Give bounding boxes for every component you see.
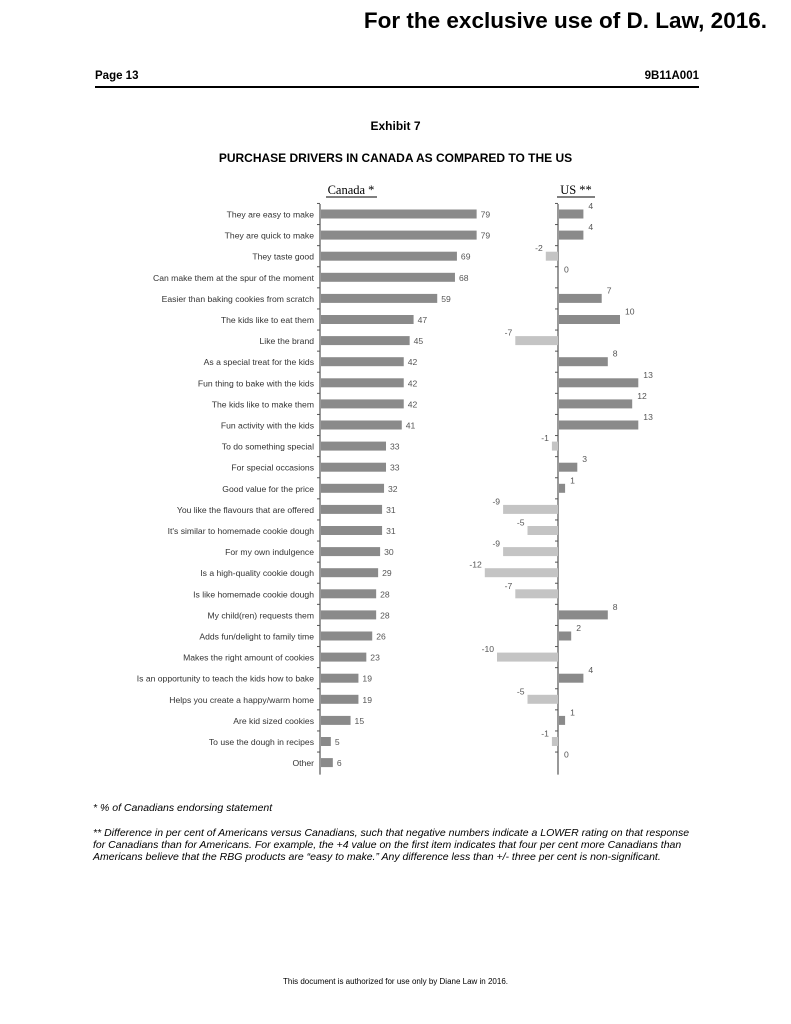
us-bar	[559, 632, 571, 641]
canada-value-label: 31	[386, 504, 396, 515]
canada-bar	[321, 758, 333, 767]
canada-value-label: 59	[441, 293, 451, 304]
canada-bar	[321, 526, 382, 535]
canada-bar	[321, 357, 404, 366]
category-label: To do something special	[221, 441, 314, 452]
category-label: Can make them at the spur of the moment	[153, 272, 314, 283]
category-label: They taste good	[252, 251, 314, 262]
category-label: Are kid sized cookies	[233, 715, 314, 726]
category-label: For my own indulgence	[225, 547, 314, 558]
us-value-label: -1	[541, 728, 549, 739]
category-label: Easier than baking cookies from scratch	[161, 293, 314, 304]
us-bar	[528, 526, 559, 535]
canada-bar	[321, 737, 331, 746]
canada-bar	[321, 252, 457, 261]
category-label: As a special treat for the kids	[203, 357, 314, 368]
us-bar	[503, 505, 558, 514]
us-bar	[559, 315, 620, 324]
exhibit-label: Exhibit 7	[370, 119, 421, 133]
us-value-label: 13	[643, 369, 653, 380]
canada-value-label: 79	[480, 230, 491, 241]
canada-bar	[321, 610, 376, 619]
canada-value-label: 33	[390, 441, 400, 452]
category-label: Fun thing to bake with the kids	[197, 378, 314, 389]
us-value-label: -1	[541, 433, 549, 444]
us-bar	[559, 421, 638, 430]
category-label: Helps you create a happy/warm home	[169, 694, 314, 705]
category-label: My child(ren) requests them	[207, 610, 314, 621]
canada-bar	[321, 378, 404, 387]
category-label: Good value for the price	[222, 483, 314, 494]
canada-value-label: 33	[390, 462, 400, 473]
us-series-header: US **	[560, 183, 592, 197]
us-bar	[546, 252, 558, 261]
category-label: Other	[292, 758, 314, 769]
us-value-label: 2	[576, 623, 581, 633]
canada-bar	[321, 568, 378, 577]
us-bar	[559, 484, 565, 493]
category-label: For special occasions	[231, 462, 314, 473]
category-label: The kids like to make them	[211, 399, 314, 410]
exclusive-use-banner: For the exclusive use of D. Law, 2016.	[363, 8, 767, 33]
us-value-label: 12	[637, 390, 647, 401]
us-value-label: 4	[588, 201, 594, 211]
us-value-label: 1	[570, 707, 575, 718]
us-value-label: 8	[612, 601, 618, 612]
us-value-label: -5	[516, 517, 525, 528]
category-label: To use the dough in recipes	[208, 737, 314, 747]
canada-value-label: 32	[388, 483, 398, 494]
us-value-label: 1	[570, 475, 575, 486]
us-bar	[559, 716, 565, 725]
category-label: They are easy to make	[226, 209, 314, 220]
category-label: The kids like to eat them	[220, 315, 314, 325]
canada-bar	[321, 589, 376, 598]
canada-bar	[321, 231, 477, 240]
canada-value-label: 30	[384, 547, 394, 558]
category-label: Adds fun/delight to family time	[199, 631, 314, 642]
canada-value-label: 47	[417, 315, 428, 325]
us-bar	[485, 568, 558, 577]
canada-bar	[321, 716, 351, 725]
canada-bar	[321, 632, 372, 641]
us-bar	[559, 463, 577, 472]
document-code: 9B11A001	[644, 70, 699, 82]
canada-value-label: 28	[380, 589, 390, 600]
page-number: Page 13	[95, 70, 139, 82]
us-value-label: -9	[492, 496, 501, 507]
canada-value-label: 19	[362, 694, 372, 705]
us-value-label: 0	[564, 749, 569, 760]
us-bar	[559, 231, 583, 240]
canada-value-label: 79	[480, 209, 491, 220]
canada-footnote: * % of Canadians endorsing statement	[93, 802, 273, 814]
canada-value-label: 19	[362, 673, 372, 684]
canada-bar	[321, 294, 437, 303]
us-bar	[559, 610, 608, 619]
canada-bar	[321, 653, 366, 662]
category-label: They are quick to make	[224, 230, 314, 241]
canada-bar	[321, 505, 382, 514]
us-bar	[559, 399, 632, 408]
chart-title: PURCHASE DRIVERS IN CANADA AS COMPARED TO THE US	[218, 151, 573, 165]
canada-value-label: 42	[407, 357, 418, 368]
us-bar	[559, 674, 583, 683]
us-value-label: -7	[504, 580, 513, 591]
canada-value-label: 29	[382, 568, 392, 579]
category-label: You like the flavours that are offered	[176, 504, 314, 515]
category-label: Is a high-quality cookie dough	[200, 568, 314, 579]
us-bar	[559, 210, 583, 219]
canada-value-label: 23	[370, 652, 380, 663]
us-value-label: -5	[516, 686, 525, 697]
us-value-label: 10	[625, 306, 635, 317]
us-bar	[559, 357, 608, 366]
us-bar	[559, 378, 638, 387]
canada-bar	[321, 484, 384, 493]
us-value-label: -10	[481, 644, 494, 655]
canada-value-label: 45	[413, 336, 424, 347]
us-bar	[552, 442, 558, 451]
canada-bar	[321, 315, 414, 324]
canada-bar	[321, 547, 380, 556]
canada-bar	[321, 273, 455, 282]
canada-value-label: 28	[380, 610, 390, 621]
canada-series-header: Canada *	[327, 183, 375, 197]
category-label: Like the brand	[259, 336, 314, 347]
us-bar	[559, 294, 602, 303]
canada-value-label: 15	[354, 715, 365, 726]
canada-bar	[321, 210, 477, 219]
category-label: Is an opportunity to teach the kids how to bake	[136, 673, 314, 684]
us-bar	[528, 695, 559, 704]
canada-value-label: 26	[376, 631, 386, 642]
canada-bar	[321, 674, 358, 683]
us-bar	[503, 547, 558, 556]
us-value-label: 4	[588, 222, 594, 233]
canada-value-label: 68	[458, 272, 469, 283]
us-value-label: 0	[564, 264, 569, 275]
us-value-label: 8	[612, 348, 618, 359]
canada-bar	[321, 442, 386, 451]
us-bar	[515, 336, 558, 345]
category-label: Makes the right amount of cookies	[183, 652, 314, 663]
us-value-label: -2	[535, 243, 543, 254]
category-label: Fun activity with the kids	[220, 420, 314, 431]
canada-value-label: 42	[407, 378, 418, 389]
canada-bar	[321, 421, 402, 430]
us-value-label: -9	[492, 538, 501, 549]
canada-value-label: 6	[336, 758, 342, 769]
us-bar	[552, 737, 558, 746]
us-value-label: 3	[582, 454, 588, 465]
us-value-label: 13	[643, 412, 653, 422]
canada-bar	[321, 336, 410, 345]
us-bar	[515, 589, 558, 598]
us-value-label: -12	[469, 559, 482, 570]
canada-bar	[321, 463, 386, 472]
canada-bar	[321, 399, 404, 408]
category-label: Is like homemade cookie dough	[193, 589, 314, 600]
us-value-label: 7	[606, 285, 612, 296]
canada-value-label: 69	[460, 251, 471, 262]
canada-value-label: 41	[405, 420, 416, 431]
canada-value-label: 42	[407, 399, 418, 410]
canada-value-label: 31	[386, 526, 396, 536]
authorization-footer: This document is authorized for use only by Diane Law in 2016.	[282, 977, 508, 986]
canada-value-label: 5	[334, 737, 340, 747]
us-value-label: -7	[504, 327, 513, 338]
category-label: It's similar to homemade cookie dough	[167, 526, 314, 536]
us-footnote: ** Difference in per cent of Americans versus Canadians, such that negative numbers indicate a LOWER rating on that response for Canadians than for Americans. For example, the +4 value on the first item indicates that four per cent more Canadians than Americans believe that the RBG products are “easy to make.” Any difference less than +/- three per cent is non-significant.	[93, 827, 690, 863]
us-bar	[497, 653, 558, 662]
us-value-label: 4	[588, 665, 594, 676]
canada-bar	[321, 695, 358, 704]
